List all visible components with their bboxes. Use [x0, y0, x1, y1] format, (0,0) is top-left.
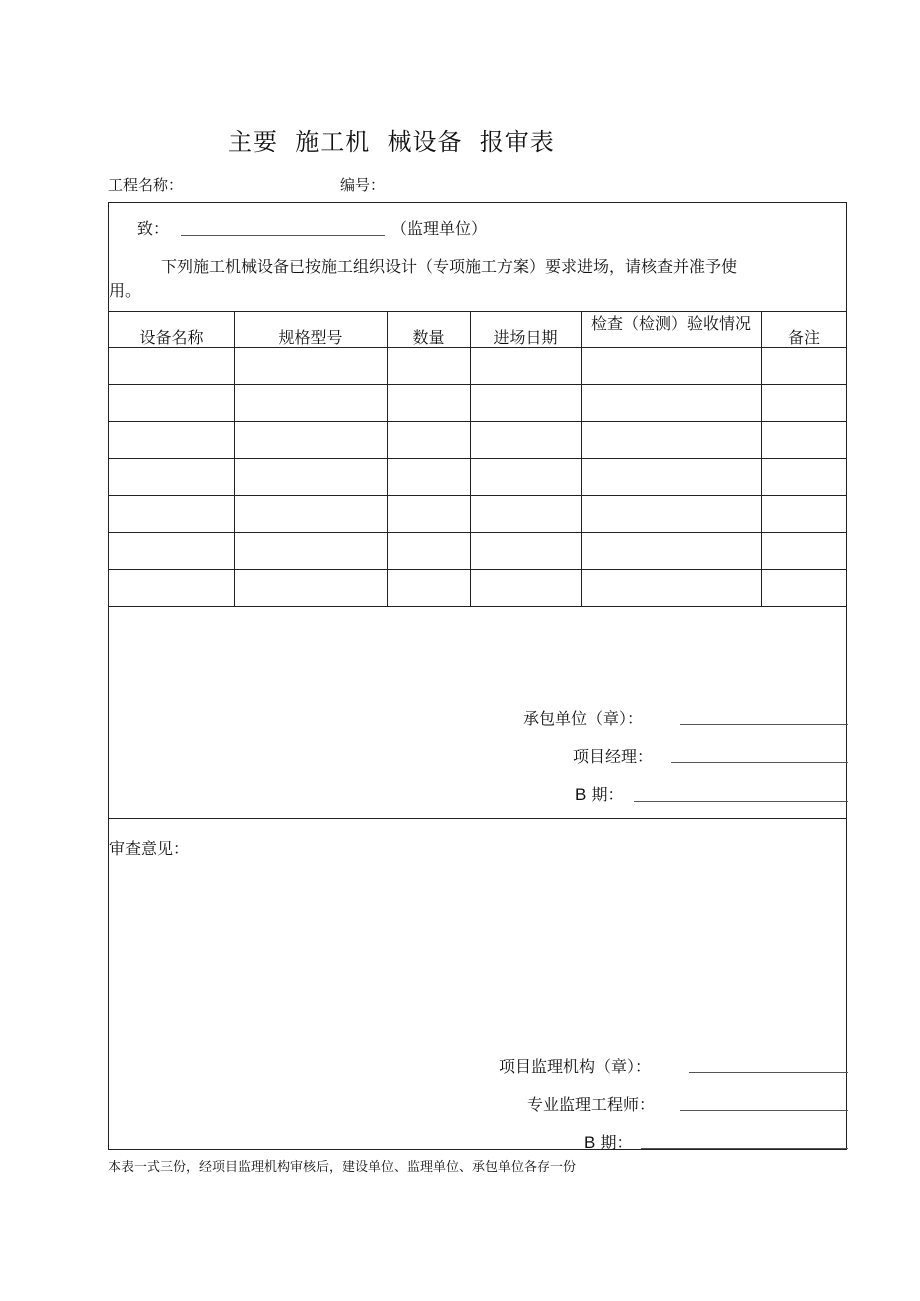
table-cell[interactable] [234, 495, 387, 532]
project-name-label: 工程名称： [108, 176, 184, 194]
table-cell[interactable] [761, 458, 847, 495]
table-cell[interactable] [387, 421, 470, 458]
date-b-glyph: B [575, 785, 587, 804]
review-opinion-label: 审查意见： [109, 839, 190, 858]
table-cell[interactable] [581, 458, 761, 495]
date-label-text: 期： [591, 785, 624, 804]
date-label-text: 期： [600, 1133, 633, 1152]
table-cell[interactable] [234, 347, 387, 384]
table-cell[interactable] [234, 458, 387, 495]
table-cell[interactable] [761, 421, 847, 458]
table-bottom-border [109, 606, 846, 607]
table-cell[interactable] [470, 495, 581, 532]
table-cell[interactable] [387, 532, 470, 569]
supervision-unit-label: （监理单位） [391, 219, 488, 238]
column-header-model: 规格型号 [278, 328, 343, 347]
table-cell[interactable] [109, 458, 234, 495]
table-cell[interactable] [470, 347, 581, 384]
table-cell[interactable] [387, 569, 470, 606]
table-cell[interactable] [387, 384, 470, 421]
table-cell[interactable] [234, 384, 387, 421]
statement-line-1: 下列施工机械设备已按施工组织设计（专项施工方案）要求进场，请核查并准予使 [161, 257, 738, 276]
table-cell[interactable] [387, 495, 470, 532]
supervising-engineer-label: 专业监理工程师： [527, 1095, 656, 1114]
table-cell[interactable] [761, 532, 847, 569]
supervision-unit-field[interactable] [181, 235, 385, 236]
table-cell[interactable] [109, 532, 234, 569]
column-header-inspection: 检查（检测）验收情况 [590, 314, 751, 333]
review-date-field[interactable] [641, 1148, 848, 1149]
contractor-date-label [575, 782, 623, 805]
table-cell[interactable] [234, 421, 387, 458]
column-header-quantity: 数量 [412, 328, 445, 347]
table-cell[interactable] [234, 532, 387, 569]
column-header-remarks: 备注 [787, 328, 820, 347]
table-top-border [109, 311, 846, 312]
table-cell[interactable] [109, 569, 234, 606]
table-cell[interactable] [470, 421, 581, 458]
table-cell[interactable] [581, 384, 761, 421]
section-divider [109, 818, 846, 819]
table-cell[interactable] [470, 384, 581, 421]
table-cell[interactable] [581, 347, 761, 384]
table-cell[interactable] [761, 347, 847, 384]
table-cell[interactable] [387, 347, 470, 384]
statement-line-2: 用。 [109, 281, 142, 300]
project-manager-label: 项目经理： [573, 747, 654, 766]
table-cell[interactable] [581, 421, 761, 458]
contractor-date-field[interactable] [634, 801, 848, 802]
supervision-org-field[interactable] [689, 1072, 848, 1073]
review-date-label [584, 1130, 632, 1153]
page-title: 主要 施工机 械设备 报审表 [228, 128, 555, 156]
supervision-org-label: 项目监理机构（章）： [499, 1057, 652, 1076]
project-manager-field[interactable] [671, 762, 848, 763]
to-label: 致： [137, 219, 170, 238]
table-cell[interactable] [387, 458, 470, 495]
table-cell[interactable] [109, 495, 234, 532]
table-cell[interactable] [761, 495, 847, 532]
footnote: 本表一式三份，经项目监理机构审核后，建设单位、监理单位、承包单位各存一份 [108, 1160, 577, 1175]
form-frame [108, 202, 847, 1150]
contractor-unit-label: 承包单位（章）： [523, 709, 644, 728]
contractor-unit-field[interactable] [680, 724, 848, 725]
table-cell[interactable] [109, 384, 234, 421]
table-cell[interactable] [581, 495, 761, 532]
table-cell[interactable] [109, 421, 234, 458]
table-cell[interactable] [581, 532, 761, 569]
table-cell[interactable] [470, 569, 581, 606]
column-header-entry-date: 进场日期 [493, 328, 558, 347]
table-cell[interactable] [761, 569, 847, 606]
table-cell[interactable] [761, 384, 847, 421]
table-cell[interactable] [581, 569, 761, 606]
supervising-engineer-field[interactable] [680, 1110, 848, 1111]
date-b-glyph: B [584, 1133, 596, 1152]
column-header-equipment-name: 设备名称 [139, 328, 204, 347]
table-cell[interactable] [470, 458, 581, 495]
number-label: 编号： [340, 176, 386, 194]
table-cell[interactable] [109, 347, 234, 384]
table-cell[interactable] [470, 532, 581, 569]
table-cell[interactable] [234, 569, 387, 606]
